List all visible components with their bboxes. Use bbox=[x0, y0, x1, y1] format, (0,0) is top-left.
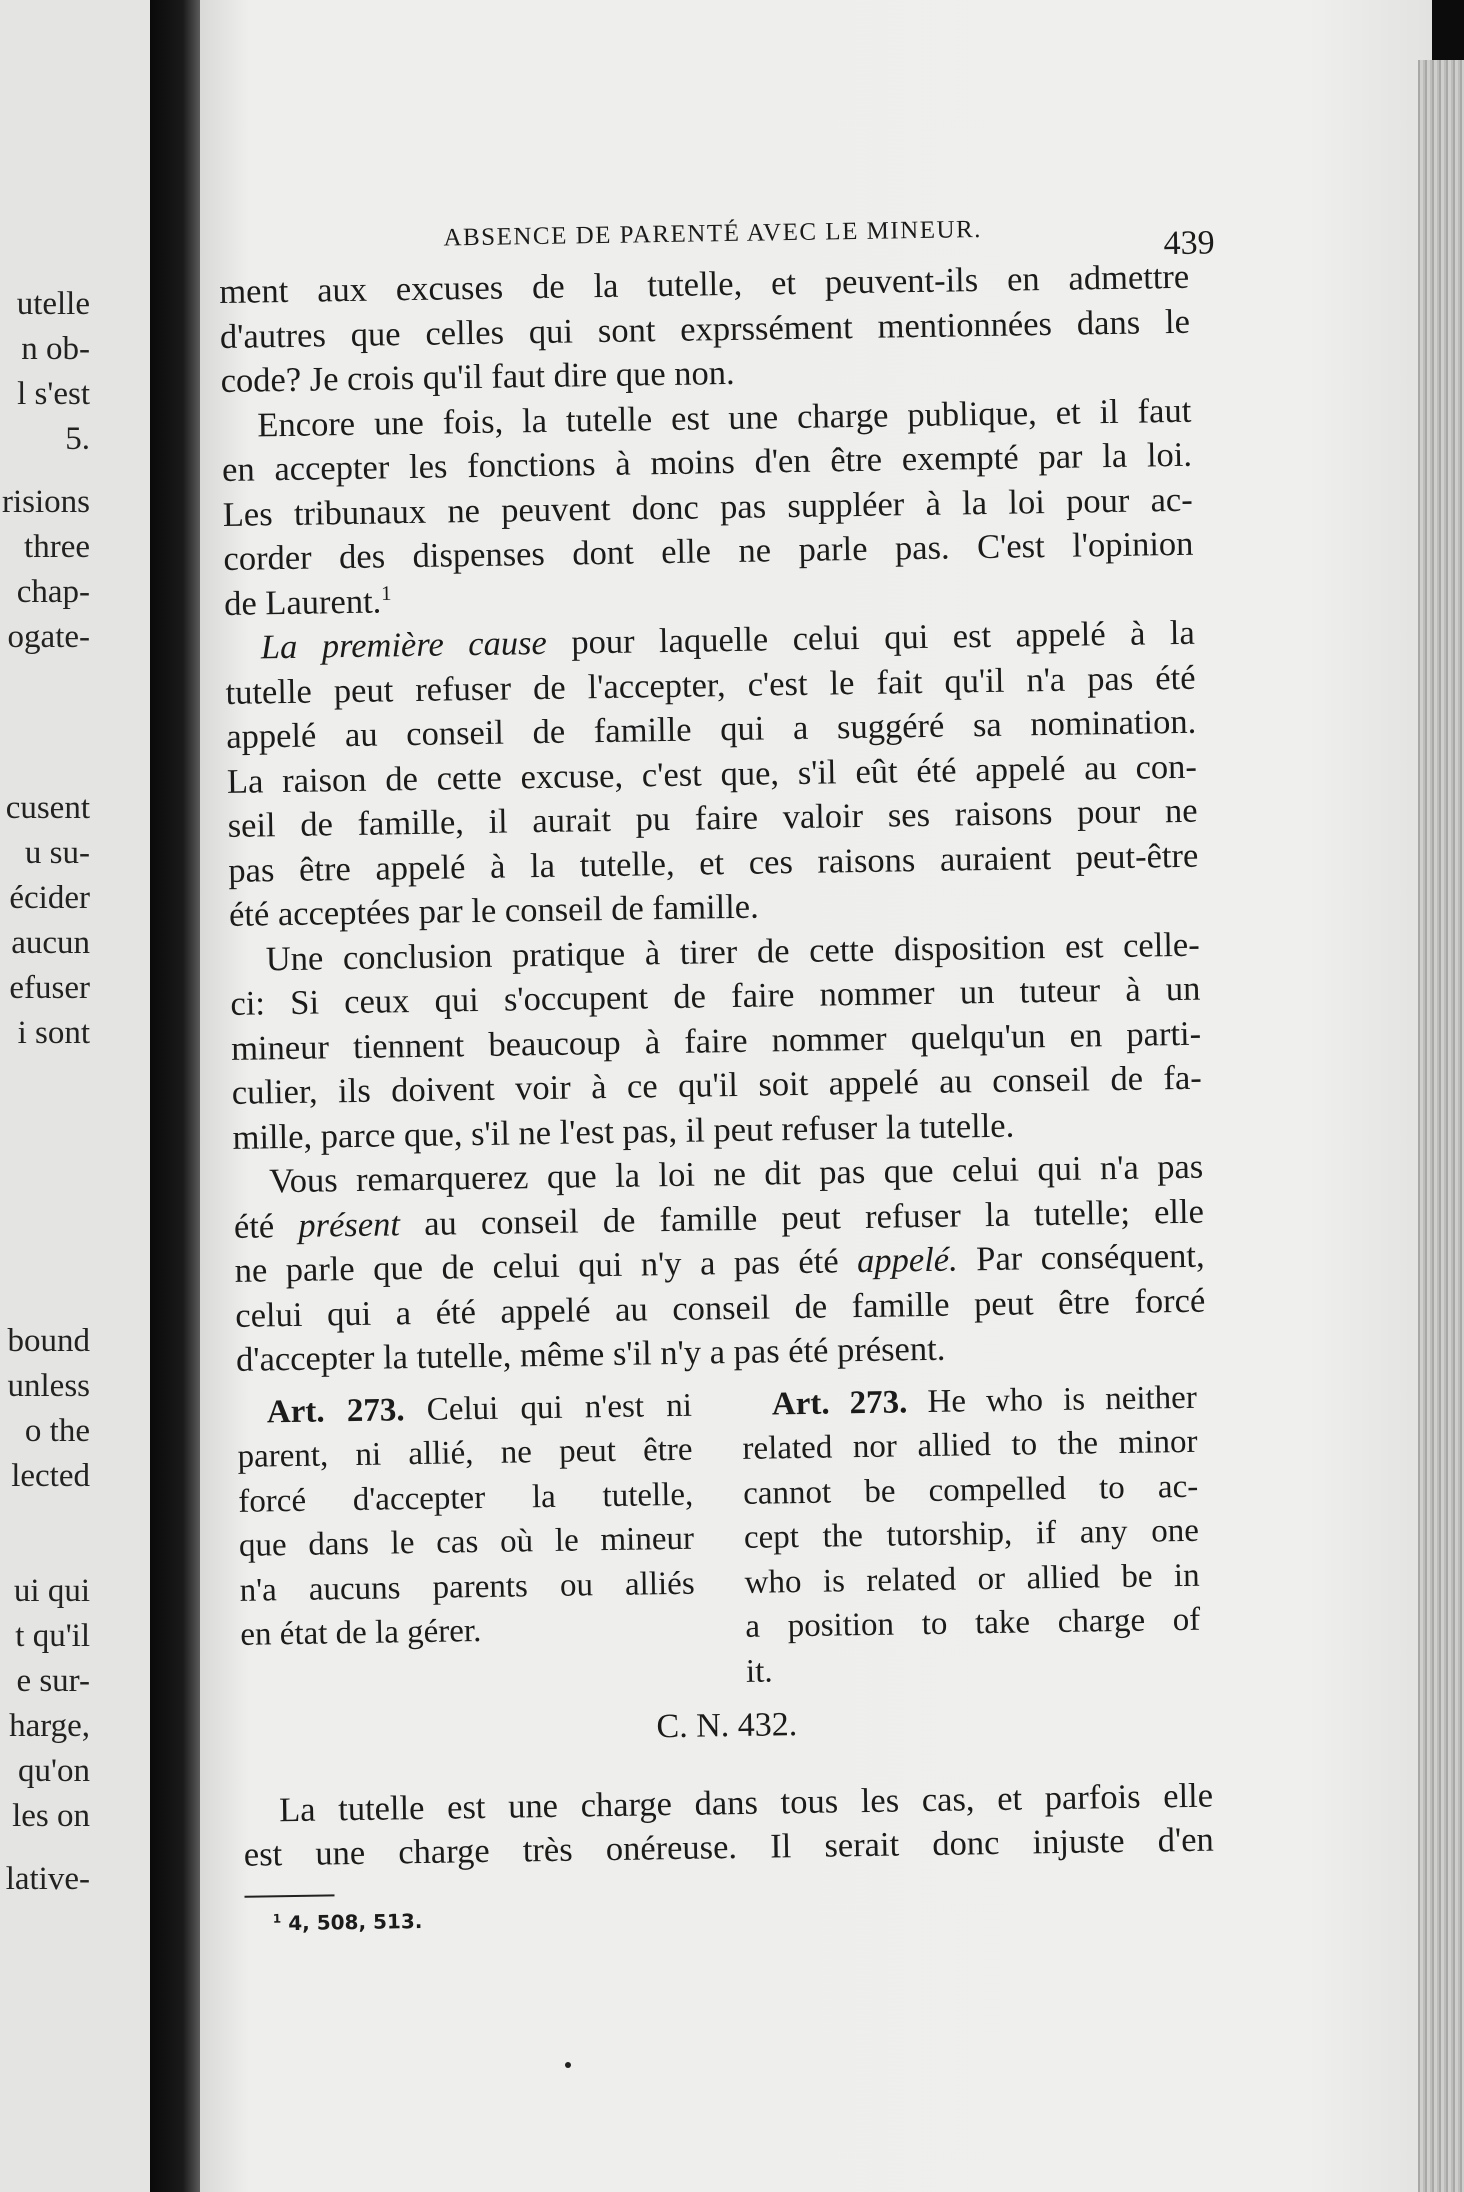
facing-page-text: l s'est bbox=[17, 376, 90, 412]
text-line: été acceptées par le conseil de famille. bbox=[228, 887, 759, 934]
text-line: cept the tutorship, if any one bbox=[743, 1512, 1200, 1556]
text-line: pas être appelé à la tutelle, et ces raisons auraient peut-être bbox=[228, 836, 1199, 890]
page-stack-edge bbox=[1418, 60, 1464, 2192]
paragraph-4 bbox=[229, 921, 1272, 1160]
paragraph-3 bbox=[225, 610, 1270, 938]
text-line: Les tribunaux ne peuvent donc pas suppléer à la loi pour ac- bbox=[222, 480, 1193, 534]
code-reference: C. N. 432. bbox=[656, 1705, 798, 1745]
text-fragment: Par conséquent, bbox=[957, 1236, 1205, 1279]
text-fragment: de Laurent. bbox=[223, 581, 382, 623]
text-line: code? Je crois qu'il faut dire que non. bbox=[220, 353, 735, 400]
text-line: ci: Si ceux qui s'occupent de faire nommer un tuteur à un bbox=[230, 969, 1201, 1023]
text-line: d'accepter la tutelle, même s'il n'y a pas été présent. bbox=[235, 1329, 946, 1379]
text-line: que dans le cas où le mineur bbox=[238, 1520, 695, 1564]
text-line: Vous remarquerez que la loi ne dit pas que celui qui n'a pas bbox=[268, 1147, 1204, 1201]
running-title: ABSENCE DE PARENTÉ AVEC LE MINEUR. bbox=[443, 216, 983, 252]
text-fragment: Celui qui n'est ni bbox=[404, 1387, 693, 1428]
text-line: celui qui a été appelé au conseil de famille peut être forcé bbox=[235, 1281, 1206, 1335]
facing-page-text: 5. bbox=[65, 421, 90, 457]
text-line: a position to take charge of bbox=[745, 1601, 1201, 1645]
text-line bbox=[237, 1383, 693, 1435]
text-line: en accepter les fonctions à moins d'en être exempté par la loi. bbox=[221, 435, 1193, 489]
facing-page-text: écider bbox=[9, 880, 90, 916]
text-line: parent, ni allié, ne peut être bbox=[237, 1431, 693, 1475]
text-line: corder des dispenses dont elle ne parle pas. C'est l'opinion bbox=[223, 524, 1194, 578]
facing-page-text: aucun bbox=[11, 925, 90, 961]
paragraph-2 bbox=[221, 387, 1264, 626]
facing-page-text: t qu'il bbox=[15, 1618, 90, 1654]
facing-page-text: harge, bbox=[9, 1708, 90, 1744]
book-gutter bbox=[150, 0, 205, 2192]
text-line: ment aux excuses de la tutelle, et peuvent-ils en admettre bbox=[218, 257, 1190, 311]
article-columns bbox=[237, 1374, 1282, 1710]
facing-page-text: three bbox=[24, 529, 90, 565]
text-fragment: ne parle que de celui qui n'y a pas été bbox=[234, 1242, 858, 1290]
book-page bbox=[200, 0, 1432, 2192]
text-line: La tutelle est une charge dans tous les cas, et parfois elle bbox=[278, 1776, 1214, 1829]
text-line: est une charge très onéreuse. Il serait donc injuste d'en bbox=[243, 1820, 1215, 1874]
facing-page-text: n ob- bbox=[21, 331, 90, 367]
facing-page-text: unless bbox=[7, 1368, 90, 1404]
facing-page-text: ui qui bbox=[13, 1573, 90, 1609]
facing-page-text: u su- bbox=[24, 835, 90, 871]
article-label: Art. 273. bbox=[771, 1383, 908, 1422]
facing-page-text: cusent bbox=[5, 790, 90, 826]
facing-page-text: risions bbox=[1, 484, 90, 520]
text-line: seil de famille, il aurait pu faire valoir ses raisons pour ne bbox=[227, 791, 1198, 845]
facing-page-text: ogate- bbox=[7, 619, 90, 655]
facing-page-text: utelle bbox=[16, 286, 90, 322]
article-english bbox=[741, 1375, 1201, 1694]
italic-word: présent bbox=[298, 1204, 401, 1245]
article-label: Art. 273. bbox=[266, 1391, 405, 1430]
paragraph-5 bbox=[233, 1144, 1276, 1383]
facing-page-text: bound bbox=[7, 1323, 90, 1359]
text-line: Une conclusion pratique à tirer de cette disposition est celle- bbox=[265, 925, 1200, 978]
text-line: forcé d'accepter la tutelle, bbox=[238, 1476, 694, 1520]
footnote-marker: 1 bbox=[380, 582, 392, 605]
italic-phrase: La première cause bbox=[260, 623, 548, 667]
facing-page-text: les on bbox=[12, 1798, 90, 1834]
speck bbox=[565, 2062, 571, 2068]
text-line: appelé au conseil de famille qui a suggéré sa nomination. bbox=[225, 702, 1197, 756]
closing-paragraph bbox=[243, 1772, 1284, 1877]
italic-word: appelé. bbox=[856, 1240, 958, 1281]
facing-page-text: lected bbox=[11, 1458, 90, 1494]
text-line: Encore une fois, la tutelle est une charge publique, et il faut bbox=[257, 391, 1192, 444]
article-french bbox=[237, 1383, 696, 1657]
text-fragment: au conseil de famille peut refuser la tutelle; elle bbox=[399, 1192, 1205, 1243]
facing-page-text: e sur- bbox=[16, 1663, 90, 1699]
facing-page-text: efuser bbox=[9, 970, 90, 1006]
text-line: cannot be compelled to ac- bbox=[742, 1468, 1199, 1512]
text-line: mille, parce que, s'il ne l'est pas, il peut refuser la tutelle. bbox=[232, 1106, 1015, 1157]
text-fragment: He who is neither bbox=[907, 1379, 1198, 1420]
text-line: en état de la gérer. bbox=[240, 1613, 482, 1653]
facing-page-fragment bbox=[0, 0, 150, 2192]
page-number: 439 bbox=[1163, 224, 1215, 263]
facing-page-text: o the bbox=[24, 1413, 90, 1449]
text-line: who is related or allied be in bbox=[744, 1557, 1200, 1601]
facing-page-text: lative- bbox=[5, 1861, 90, 1897]
footnote bbox=[245, 1895, 1285, 1935]
text-line: it. bbox=[745, 1652, 773, 1690]
text-line bbox=[741, 1375, 1197, 1427]
footnote-marker: 1 bbox=[272, 1911, 282, 1926]
text-line: n'a aucuns parents ou alliés bbox=[239, 1565, 695, 1609]
footnote-rule bbox=[244, 1894, 334, 1897]
text-line: mineur tiennent beaucoup à faire nommer quelqu'un en parti- bbox=[230, 1014, 1202, 1068]
text-fragment: pour laquelle celui qui est appelé à la bbox=[546, 613, 1196, 662]
text-line: d'autres que celles qui sont exprssément mentionnées dans le bbox=[219, 302, 1191, 356]
paragraph-1 bbox=[219, 254, 1261, 404]
footnote-text: 4, 508, 513. bbox=[281, 1908, 423, 1935]
facing-page-text: chap- bbox=[16, 574, 90, 610]
text-line: related nor allied to the minor bbox=[742, 1423, 1198, 1467]
text-line: culier, ils doivent voir à ce qu'il soit appelé au conseil de fa- bbox=[231, 1058, 1203, 1112]
facing-page-text: i sont bbox=[17, 1015, 90, 1051]
text-fragment: été bbox=[233, 1206, 299, 1246]
page-content bbox=[218, 194, 1285, 1936]
text-line: tutelle peut refuser de l'accepter, c'est le fait qu'il n'a pas été bbox=[225, 658, 1196, 712]
facing-page-text: qu'on bbox=[18, 1753, 90, 1789]
text-line: La raison de cette excuse, c'est que, s'il eût été appelé au con- bbox=[226, 747, 1198, 801]
